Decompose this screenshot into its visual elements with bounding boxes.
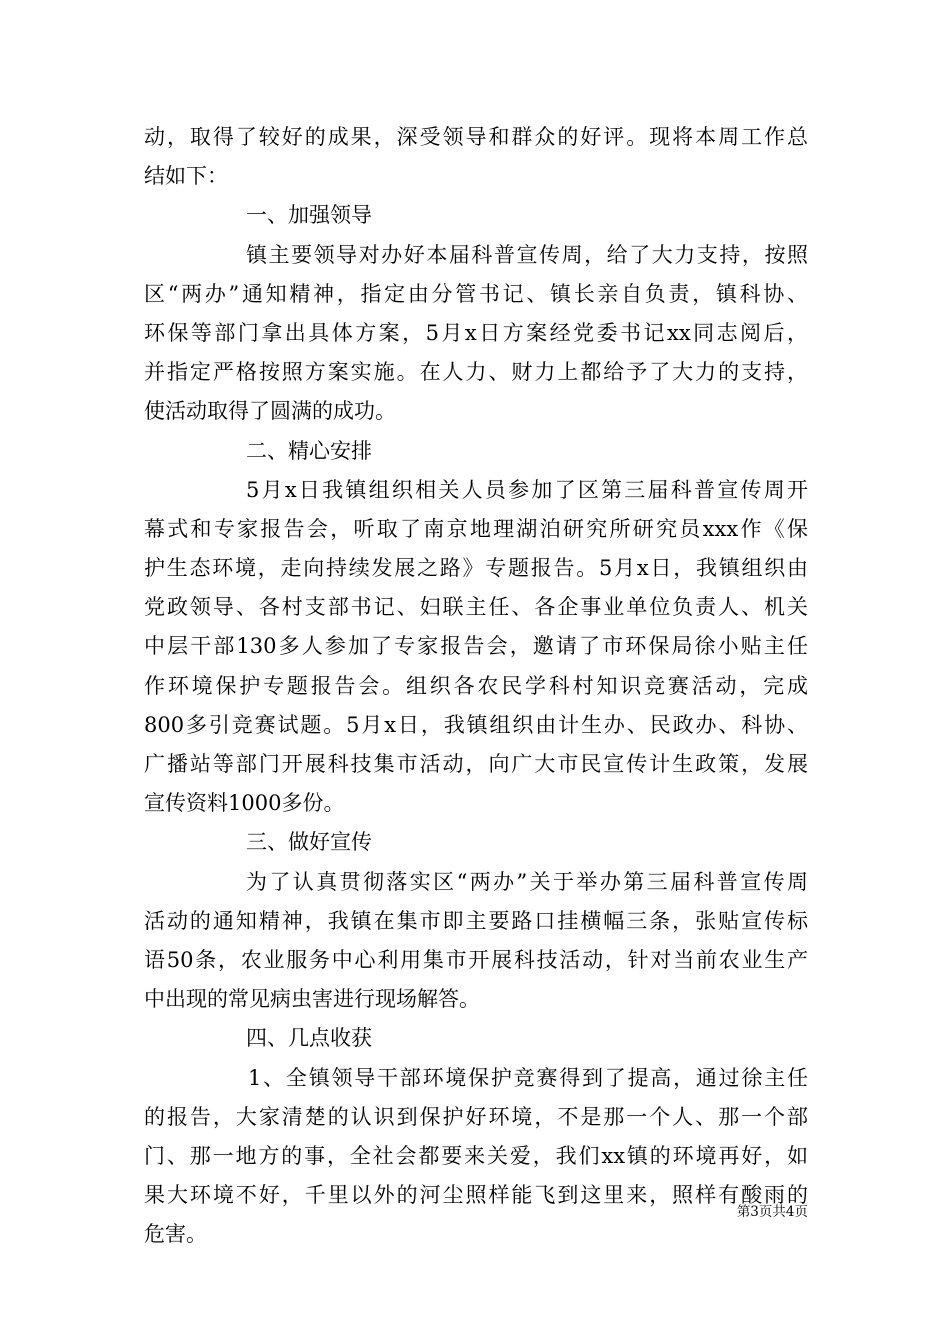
paragraph-line: 环保等部门拿出具体方案，5月x日方案经党委书记xx同志阅后，: [144, 320, 808, 345]
paragraph-line: 区“两办”通知精神，指定由分管书记、镇长亲自负责，镇科协、: [144, 281, 808, 306]
paragraph-line: 中层干部130多人参加了专家报告会，邀请了市环保局徐小贴主任: [144, 634, 808, 659]
section-heading: 三、做好宣传: [246, 830, 372, 855]
paragraph-line: 危害。: [144, 1222, 207, 1247]
paragraph-line: 果大环境不好，千里以外的河尘照样能飞到这里来，照样有酸雨的: [144, 1183, 808, 1208]
paragraph-line: 使活动取得了圆满的成功。: [144, 399, 396, 424]
paragraph-line: 作环境保护专题报告会。组织各农民学科村知识竞赛活动，完成: [144, 673, 808, 698]
paragraph-line: 语50条，农业服务中心利用集市开展科技活动，针对当前农业生产: [144, 947, 808, 972]
section-heading: 一、加强领导: [246, 203, 372, 228]
paragraph-line: 并指定严格按照方案实施。在人力、财力上都给予了大力的支持，: [144, 360, 808, 385]
document-body: [144, 118, 808, 1254]
paragraph-line: 结如下：: [144, 164, 228, 189]
paragraph-line: 动，取得了较好的成果，深受领导和群众的好评。现将本周工作总: [144, 125, 808, 149]
section-heading: 二、精心安排: [246, 438, 372, 463]
paragraph-line: 中出现的常见病虫害进行现场解答。: [144, 987, 480, 1012]
section-heading: 四、几点收获: [246, 1026, 372, 1051]
page-number-footer: 第3页共4页: [736, 1204, 808, 1220]
paragraph-line: 的报告，大家清楚的认识到保护好环境，不是那一个人、那一个部: [144, 1104, 808, 1129]
paragraph-line: 门、那一地方的事，全社会都要来关爱，我们xx镇的环境再好，如: [144, 1143, 808, 1168]
paragraph-line: 护生态环境，走向持续发展之路》专题报告。5月x日，我镇组织由: [144, 556, 808, 581]
paragraph-line: 幕式和专家报告会，听取了南京地理湖泊研究所研究员xxx作《保: [144, 516, 808, 541]
paragraph-line: 5月x日我镇组织相关人员参加了区第三届科普宣传周开: [246, 477, 808, 502]
paragraph-line: 活动的通知精神，我镇在集市即主要路口挂横幅三条，张贴宣传标: [144, 908, 808, 933]
paragraph-line: 为了认真贯彻落实区“两办”关于举办第三届科普宣传周: [246, 869, 808, 894]
paragraph-line: 宣传资料1000多份。: [144, 791, 345, 816]
paragraph-line: 800多引竞赛试题。5月x日，我镇组织由计生办、民政办、科协、: [144, 712, 808, 737]
paragraph-line: 党政领导、各村支部书记、妇联主任、各企事业单位负责人、机关: [144, 595, 808, 620]
paragraph-line: 广播站等部门开展科技集市活动，向广大市民宣传计生政策，发展: [144, 752, 808, 776]
paragraph-line: 1、全镇领导干部环境保护竞赛得到了提高，通过徐主任: [248, 1065, 808, 1090]
paragraph-line: 镇主要领导对办好本届科普宣传周，给了大力支持，按照: [246, 242, 808, 267]
